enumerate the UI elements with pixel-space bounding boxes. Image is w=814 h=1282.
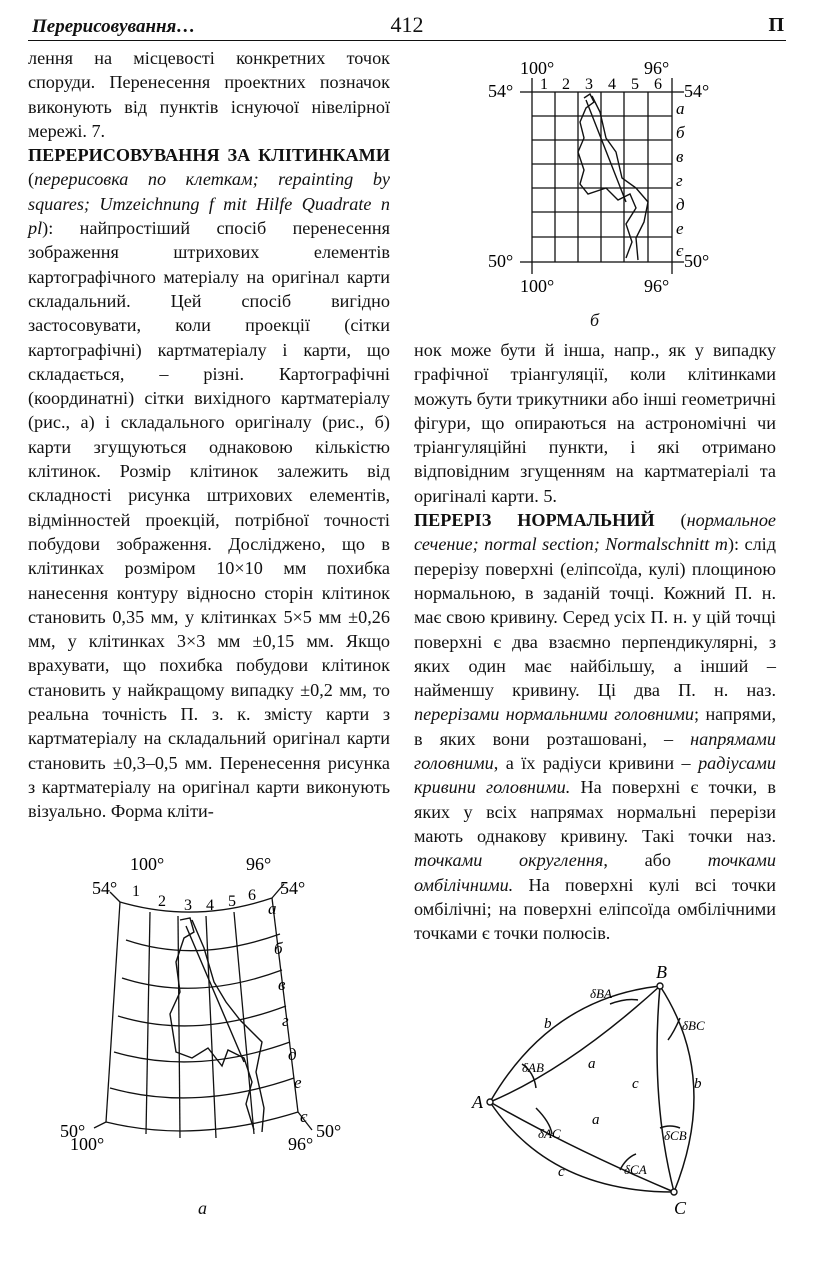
arc-labels xyxy=(522,986,705,1180)
row-labels xyxy=(676,99,685,260)
running-header xyxy=(28,10,786,41)
row-labels xyxy=(268,899,308,1126)
figure-a-caption: а xyxy=(198,1198,207,1218)
col-label: 1 xyxy=(540,76,548,93)
vertex-point xyxy=(487,1099,493,1105)
row-label: е xyxy=(294,1073,302,1092)
entry-body-part: ; напрями, в яких вони розташовані, – xyxy=(414,704,777,749)
row-label: є xyxy=(300,1107,308,1126)
row-label: д xyxy=(676,195,685,214)
lon-right-bottom: 96° xyxy=(288,1134,314,1152)
lon-left-top: 100° xyxy=(520,58,555,78)
row-label: в xyxy=(676,147,684,166)
entry-body: ): найпростіший спосіб перенесення зображення штрихових елементів картографічного матеріалу на оригінал карти складальний. Цей спосіб вигідно застосовувати, коли проекції (сітки картографічні) картматеріалу і карти, що складається, – різні. Картографічні (координатні) сітки вихідного картматеріалу (рис., а) і складального оригіналу (рис., б) карти згущуються однаковою кількістю клітинок. Розмір клітинок залежить від складності рисунка штрихових елементів, відмінностей проекцій, потрібної точності побудови зображення. Досліджено, що в клітинках розміром 10×10 мм похибка нанесення контуру відносно сторін клітинок становить 0,35 мм, у клітинках 5×5 мм ±0,26 мм, у клітинках 3×3 мм ±0,15 мм. Якщо врахувати, що похибка побудови клітинок становить у найкращому випадку ±0,2 мм, то реальна точність П. з. к. змісту карти з картматеріалу на складальний оригінал карти становить ±0,3–0,5 мм. Перенесення рисунка з картматеріалу на оригінал карти виконують візуально. Форма клiти- xyxy=(28,218,390,822)
entry-translations: перерисовка по клеткам; repainting by squares; Umzeichnung f mit Hilfe Quadrate n pl xyxy=(28,169,390,239)
row-label: в xyxy=(278,975,286,994)
label-delta-ca: δCA xyxy=(624,1162,647,1177)
contour-line xyxy=(578,94,636,258)
vertex-label-a: A xyxy=(472,1092,483,1112)
row-label: б xyxy=(274,939,283,958)
page-number: 412 xyxy=(390,12,424,37)
col-label: 6 xyxy=(248,887,256,904)
lat-right-bottom: 50° xyxy=(316,1121,342,1141)
entry-body-part: На поверхні кулі всі точки омбілічні; на поверхні еліпсоїда омбілічними точками є точки полюсів. xyxy=(414,874,776,944)
lon-left-bottom: 100° xyxy=(70,1134,105,1152)
lon-right-top: 96° xyxy=(644,58,670,78)
paragraph-continuation: лення на місцевості конкретних точок споруди. Перенесення проектних позначок виконують від пунктів існуючої нівелірної мережі. 7. xyxy=(28,48,390,141)
row-label: д xyxy=(288,1045,297,1064)
label-delta-ab: δAB xyxy=(522,1060,544,1075)
vertex-label-c: C xyxy=(674,1198,687,1218)
entry-translations-2: нормальное сечение; normal section; Normalschnitt m xyxy=(414,510,776,555)
lat-left-bottom: 50° xyxy=(488,251,514,271)
lat-right-top: 54° xyxy=(684,81,710,101)
col-label: 2 xyxy=(158,893,166,910)
label-c-lower: c xyxy=(558,1164,565,1180)
lon-left-bottom: 100° xyxy=(520,276,555,296)
row-label: а xyxy=(268,899,277,918)
entry-body-part: ): слід перерізу поверхні (еліпсоїда, кулі) площиною нормальною, в заданій точці. Кожний П. н. має свою кривину. Серед усіх П. н. у цій точці поверхні є два взаємно перпендикулярні, з яких один має найбільшу, а інший – найменшу кривину. Ці два П. н. наз. xyxy=(414,534,776,701)
col-label: 5 xyxy=(228,893,236,910)
paren-open-2: ( xyxy=(654,510,687,531)
col-label: 1 xyxy=(132,883,140,900)
lat-right-bottom: 50° xyxy=(684,251,710,271)
entry-term: ПЕРЕРИСОВУВАННЯ ЗА КЛІТИНКАМИ xyxy=(28,145,390,166)
figure-b-grid-map xyxy=(480,52,740,302)
label-b-upper: b xyxy=(544,1016,552,1032)
entry-italic-term: точками омбілічними. xyxy=(414,850,776,895)
left-column xyxy=(28,46,390,824)
entry-italic-term: перерізами нормальними головними xyxy=(414,704,694,725)
col-label: 2 xyxy=(562,76,570,93)
row-label: г xyxy=(676,171,683,190)
col-label: 5 xyxy=(631,76,639,93)
col-label: 3 xyxy=(585,76,593,93)
section-letter: П xyxy=(768,14,784,36)
col-label: 4 xyxy=(206,897,214,914)
normal-section-triangle-diagram xyxy=(460,958,720,1218)
entry-italic-term: точками округлення xyxy=(414,850,604,871)
label-delta-cb: δCB xyxy=(664,1128,687,1143)
label-delta-ba: δBA xyxy=(590,986,612,1001)
running-title: Перерисовування… xyxy=(32,16,196,37)
figure-a-conic-map xyxy=(50,852,370,1152)
grid-lines xyxy=(520,78,684,274)
grid-lines xyxy=(94,884,312,1138)
entry-italic-term: напрямами головними xyxy=(414,728,776,774)
lat-left-top: 54° xyxy=(92,878,118,898)
label-c-middle: c xyxy=(632,1076,639,1092)
lon-right-bottom: 96° xyxy=(644,276,670,296)
entry-normal-section xyxy=(414,508,776,945)
entry-repainting xyxy=(28,143,390,823)
figure-b-caption: б xyxy=(590,310,600,330)
entry-body-part: На поверхні є точки, в яких у всіх напрямах нормальні перерізи мають однакову кривину. Такі точки наз. xyxy=(414,777,776,846)
label-a-upper: a xyxy=(588,1056,596,1072)
lat-left-top: 54° xyxy=(488,81,514,101)
entry-term-2: ПЕРЕРІЗ НОРМАЛЬНИЙ xyxy=(414,510,655,531)
row-label: а xyxy=(676,99,685,118)
section-curves xyxy=(490,986,694,1192)
row-label: б xyxy=(676,123,685,142)
paren-open: ( xyxy=(28,169,35,190)
lat-left-bottom: 50° xyxy=(60,1121,86,1141)
paragraph-continuation-right: нок може бути й інша, напр., як у випадку графічної тріангуляції, коли клітинками можуть бути трикутники або інші геометричні фігури, що опираються на астрономічні чи тріангуляційні пункти, і які отримано відповідним згущенням на картматеріалі та оригіналі карти. 5. xyxy=(414,340,776,506)
entry-italic-term: радіусами кривини головними. xyxy=(414,753,776,798)
label-delta-ac: δAC xyxy=(538,1126,561,1141)
label-delta-bc: δBC xyxy=(682,1018,705,1033)
label-a-lower: a xyxy=(592,1112,600,1128)
lat-right-top: 54° xyxy=(280,878,306,898)
vertex-label-b: B xyxy=(656,962,667,982)
col-label: 4 xyxy=(608,76,616,93)
right-column xyxy=(414,338,776,945)
row-label: є xyxy=(676,241,684,260)
vertex-point xyxy=(671,1189,677,1195)
lon-left-top: 100° xyxy=(130,854,165,874)
col-label: 6 xyxy=(654,76,662,93)
label-b-right: b xyxy=(694,1076,702,1092)
entry-body-part: , або xyxy=(603,850,708,871)
row-label: г xyxy=(282,1011,289,1030)
col-label: 3 xyxy=(184,897,192,914)
entry-body-part: , а їх радіуси кривини – xyxy=(493,753,699,774)
lon-right-top: 96° xyxy=(246,854,272,874)
diagonal-line xyxy=(586,100,626,202)
row-label: е xyxy=(676,219,684,238)
vertex-point xyxy=(657,983,663,989)
